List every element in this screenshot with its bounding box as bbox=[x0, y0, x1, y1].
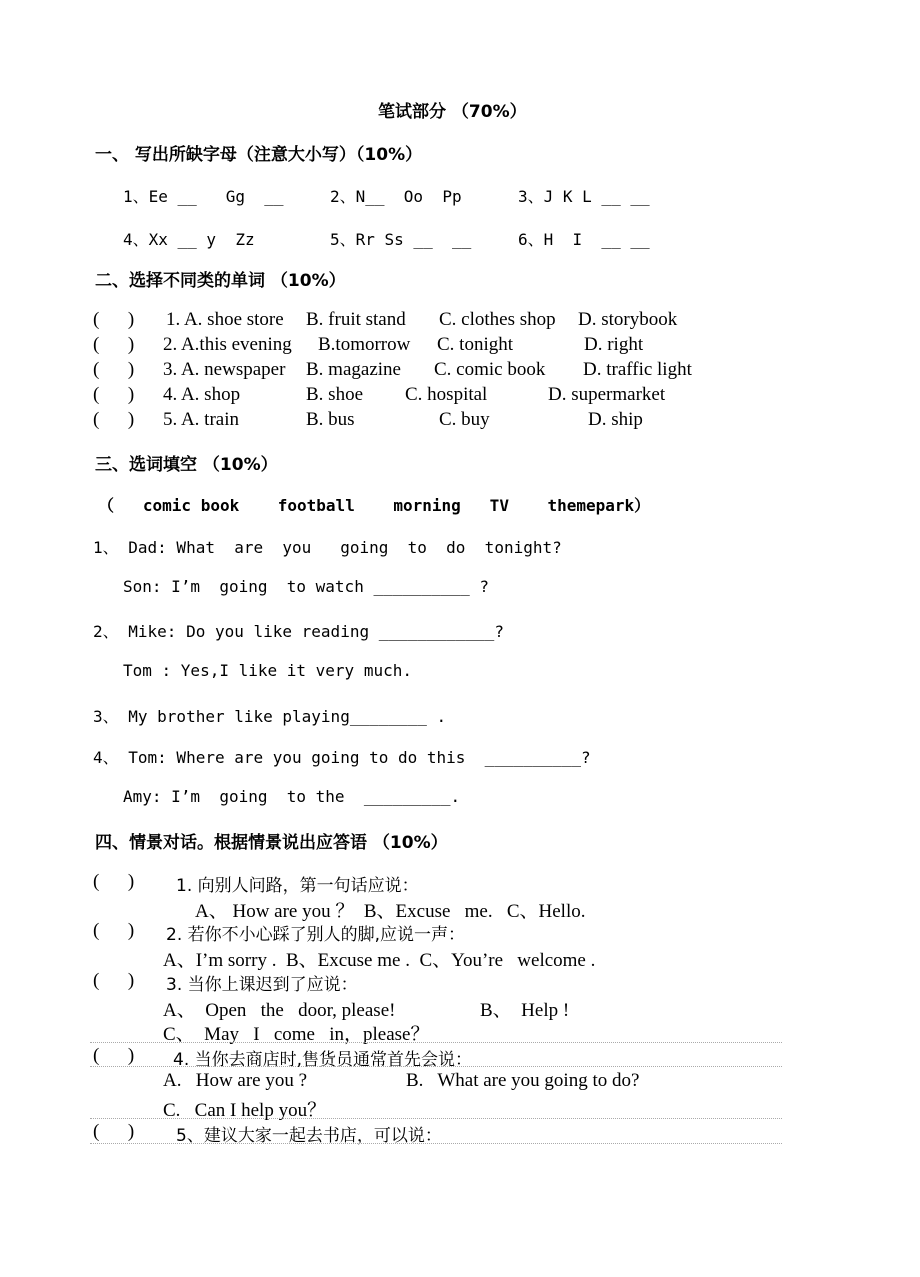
letters-item-4: 4、Xx __ y Zz bbox=[123, 230, 255, 249]
page-title: 笔试部分 （70%） bbox=[378, 102, 527, 122]
question-options: A、I’m sorry . B、Excuse me . C、You’re welcome . bbox=[163, 950, 596, 971]
option-c: C. clothes shop bbox=[439, 309, 556, 330]
section1-heading: 一、 写出所缺字母（注意大小写）（10%） bbox=[95, 145, 423, 165]
answer-paren[interactable]: ( ) bbox=[93, 970, 135, 991]
option-c: C. comic book bbox=[434, 359, 546, 380]
option-d: D. supermarket bbox=[548, 384, 666, 405]
option-a: 4. A. shop bbox=[163, 384, 241, 405]
option-a: 3. A. newspaper bbox=[163, 359, 286, 380]
option-b: B. fruit stand bbox=[306, 309, 406, 330]
option-b: B. What are you going to do? bbox=[406, 1070, 640, 1091]
letters-item-3: 3、J K L __ __ bbox=[518, 187, 650, 206]
option-d: D. right bbox=[584, 334, 644, 355]
word-bank: （ comic book football morning TV themepark） bbox=[98, 496, 651, 515]
option-c: C. buy bbox=[439, 409, 490, 430]
answer-paren[interactable]: ( ) bbox=[93, 871, 135, 892]
section3-heading: 三、选词填空 （10%） bbox=[95, 455, 278, 475]
fill-line: 1、 Dad: What are you going to do tonight? bbox=[93, 538, 562, 557]
option-c: C、 May I come in，please？ bbox=[163, 1024, 430, 1045]
option-c: C. tonight bbox=[437, 334, 514, 355]
letters-item-5: 5、Rr Ss __ __ bbox=[330, 230, 472, 249]
answer-paren[interactable]: ( ) bbox=[93, 920, 135, 941]
letters-item-1: 1、Ee __ Gg __ bbox=[123, 187, 284, 206]
fill-line: Son: I’m going to watch __________ ? bbox=[123, 577, 490, 596]
option-a: A. How are you ? bbox=[163, 1070, 308, 1091]
dotted-divider bbox=[90, 1143, 782, 1144]
option-b: B. magazine bbox=[306, 359, 401, 380]
question-options: A、 How are you ？ B、Excuse me. C、Hello. bbox=[195, 901, 586, 922]
option-c: C. Can I help you？ bbox=[163, 1100, 327, 1121]
option-b: B.tomorrow bbox=[318, 334, 411, 355]
option-d: D. ship bbox=[588, 409, 643, 430]
answer-paren[interactable]: ( ) bbox=[93, 1121, 135, 1142]
option-d: D. traffic light bbox=[583, 359, 692, 380]
fill-line: 3、 My brother like playing________ . bbox=[93, 707, 447, 726]
question-stem: 4. 当你去商店时,售货员通常首先会说： bbox=[173, 1050, 473, 1070]
fill-line: 4、 Tom: Where are you going to do this __________? bbox=[93, 748, 591, 767]
fill-line: 2、 Mike: Do you like reading ____________? bbox=[93, 622, 504, 641]
letters-item-6: 6、H I __ __ bbox=[518, 230, 650, 249]
answer-paren[interactable]: ( ) bbox=[93, 334, 135, 355]
option-d: D. storybook bbox=[578, 309, 678, 330]
question-stem: 1. 向别人问路，第一句话应说： bbox=[176, 876, 419, 896]
question-stem: 2. 若你不小心踩了别人的脚,应说一声： bbox=[166, 925, 466, 945]
answer-paren[interactable]: ( ) bbox=[93, 384, 135, 405]
option-a: A、 Open the door, please! bbox=[163, 1000, 396, 1021]
dotted-divider bbox=[90, 1042, 782, 1043]
answer-paren[interactable]: ( ) bbox=[93, 309, 135, 330]
dotted-divider bbox=[90, 1066, 782, 1067]
dotted-divider bbox=[90, 1118, 782, 1119]
letters-item-2: 2、N__ Oo Pp bbox=[330, 187, 462, 206]
answer-paren[interactable]: ( ) bbox=[93, 359, 135, 380]
section2-heading: 二、选择不同类的单词 （10%） bbox=[95, 271, 346, 291]
section4-heading: 四、情景对话。根据情景说出应答语 （10%） bbox=[95, 833, 448, 853]
question-stem: 3. 当你上课迟到了应说： bbox=[166, 975, 358, 995]
fill-line: Amy: I’m going to the _________. bbox=[123, 787, 461, 806]
option-a: 1. A. shoe store bbox=[166, 309, 284, 330]
answer-paren[interactable]: ( ) bbox=[93, 409, 135, 430]
question-stem: 5、建议大家一起去书店，可以说： bbox=[176, 1126, 442, 1146]
option-a: 2. A.this evening bbox=[163, 334, 292, 355]
option-a: 5. A. train bbox=[163, 409, 239, 430]
fill-line: Tom : Yes,I like it very much. bbox=[123, 661, 412, 680]
option-b: B、 Help ! bbox=[480, 1000, 570, 1021]
option-b: B. bus bbox=[306, 409, 355, 430]
option-c: C. hospital bbox=[405, 384, 488, 405]
answer-paren[interactable]: ( ) bbox=[93, 1045, 135, 1066]
option-b: B. shoe bbox=[306, 384, 363, 405]
